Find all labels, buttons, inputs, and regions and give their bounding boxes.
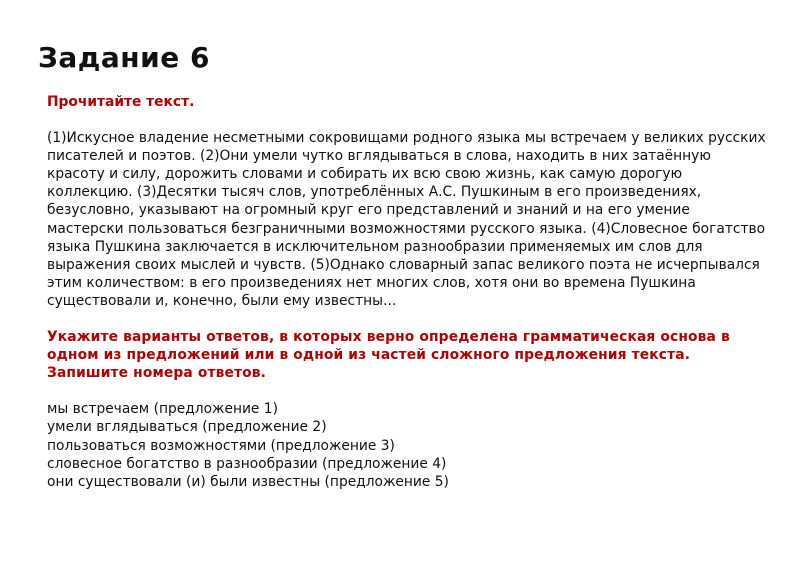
question-text: Укажите варианты ответов, в которых верно определена грамматическая основа в одном из предложений или в одной из частей сложного предложения текста. Запишите номера ответов. [47, 329, 730, 382]
instruction-text: Прочитайте текст. [47, 94, 195, 110]
reading-passage: (1)Искусное владение несметными сокровищами родного языка мы встречаем у великих русских писателей и поэтов. (2)Они умели чутко вглядываться в слова, находить в них затаённую красоту и силу, дорожить словами и собирать их всю свою жизнь, как самую дорогую коллекцию. (3)Десятки тысяч слов, употреблённых А.С. Пушкиным в его произведениях, безусловно, указывают на огромный круг его представлений и знаний и на его умение мастерски пользоваться безграничными возможностями русского языка. (4)Словесное богатство языка Пушкина заключается в исключительном разнообразии применяемых им слов для выражения своих мыслей и чувств. (5)Однако словарный запас великого поэта не исчерпывался этим количеством: в его произведениях нет многих слов, хотя они во времена Пушкина существовали и, конечно, были ему известны... [47, 130, 766, 309]
answer-option-5: они существовали (и) были известны (предложение 5) [47, 473, 449, 490]
answer-option-4: словесное богатство в разнообразии (предложение 4) [47, 455, 447, 472]
answer-option-3: пользоваться возможностями (предложение 3) [47, 437, 395, 454]
answer-option-2: умели вглядываться (предложение 2) [47, 419, 327, 436]
answer-options-list [47, 400, 769, 490]
task-content [47, 93, 769, 491]
answer-option-1: мы встречаем (предложение 1) [47, 401, 278, 418]
page-title: Задание 6 [38, 41, 210, 74]
